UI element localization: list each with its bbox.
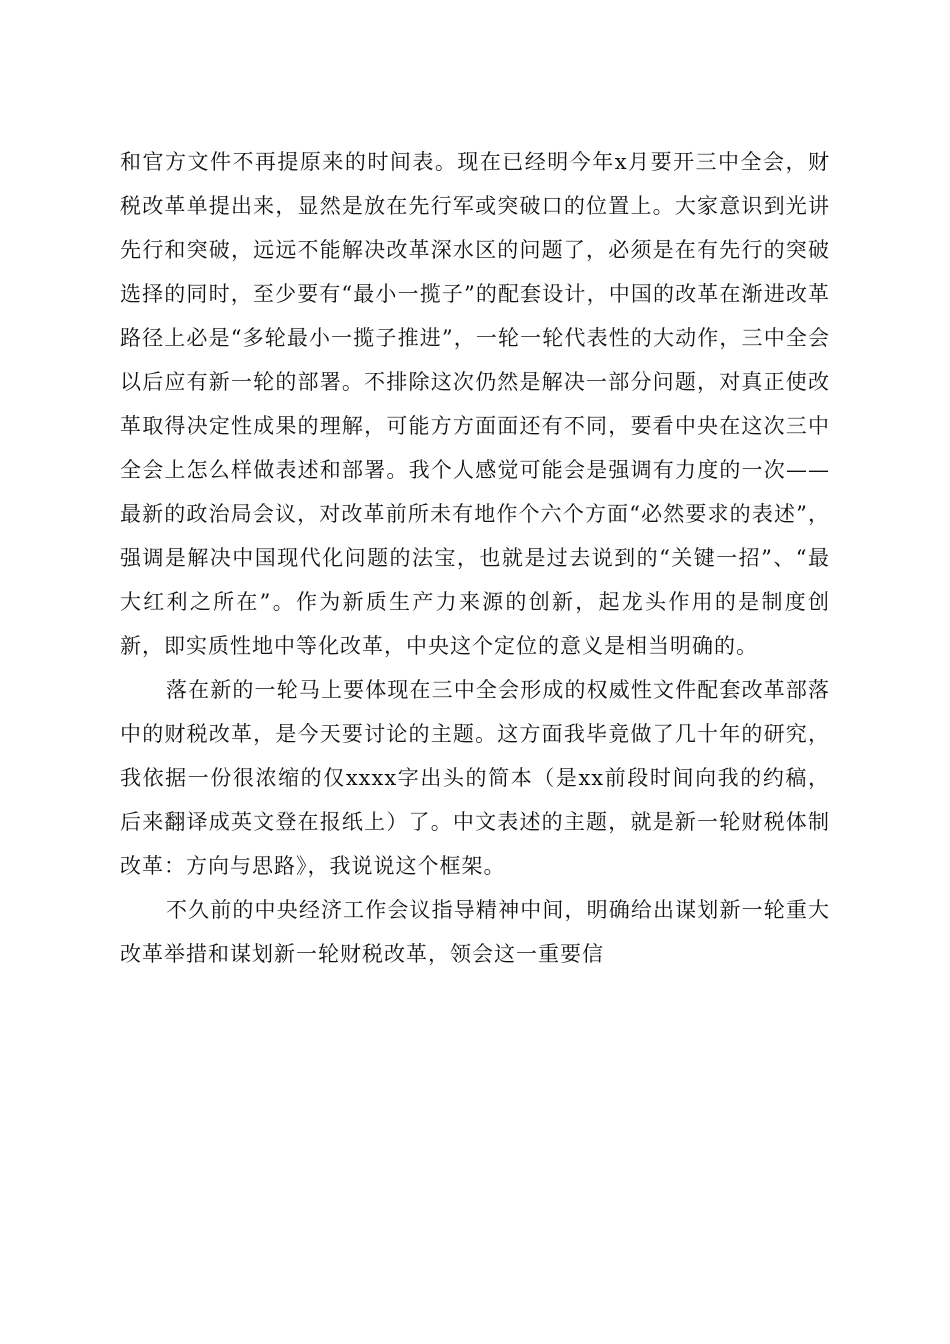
paragraph-2: 落在新的一轮马上要体现在三中全会形成的权威性文件配套改革部落中的财税改革，是今天要讨论的主题。这方面我毕竟做了几十年的研究，我依据一份很浓缩的仅xxxx字出头的简本（是xx前段时间向我的约稿，后来翻译成英文登在报纸上）了。中文表述的主题，就是新一轮财税体制改革：方向与思路》，我说说这个框架。 <box>120 678 830 878</box>
paragraph-3: 不久前的中央经济工作会议指导精神中间，明确给出谋划新一轮重大改革举措和谋划新一轮财税改革，领会这一重要信 <box>120 898 830 966</box>
document-body <box>120 140 830 976</box>
paragraph-1: 和官方文件不再提原来的时间表。现在已经明今年x月要开三中全会，财税改革单提出来，显然是放在先行军或突破口的位置上。大家意识到光讲先行和突破，远远不能解决改革深水区的问题了，必须是在有先行的突破选择的同时，至少要有“最小一揽子”的配套设计，中国的改革在渐进改革路径上必是“多轮最小一揽子推进”，一轮一轮代表性的大动作，三中全会以后应有新一轮的部署。不排除这次仍然是解决一部分问题，对真正使改革取得决定性成果的理解，可能方方面面还有不同，要看中央在这次三中全会上怎么样做表述和部署。我个人感觉可能会是强调有力度的一次——最新的政治局会议，对改革前所未有地作个六个方面“必然要求的表述”，强调是解决中国现代化问题的法宝，也就是过去说到的“关键一招”、“最大红利之所在”。作为新质生产力来源的创新，起龙头作用的是制度创新，即实质性地中等化改革，中央这个定位的意义是相当明确的。 <box>120 150 830 658</box>
